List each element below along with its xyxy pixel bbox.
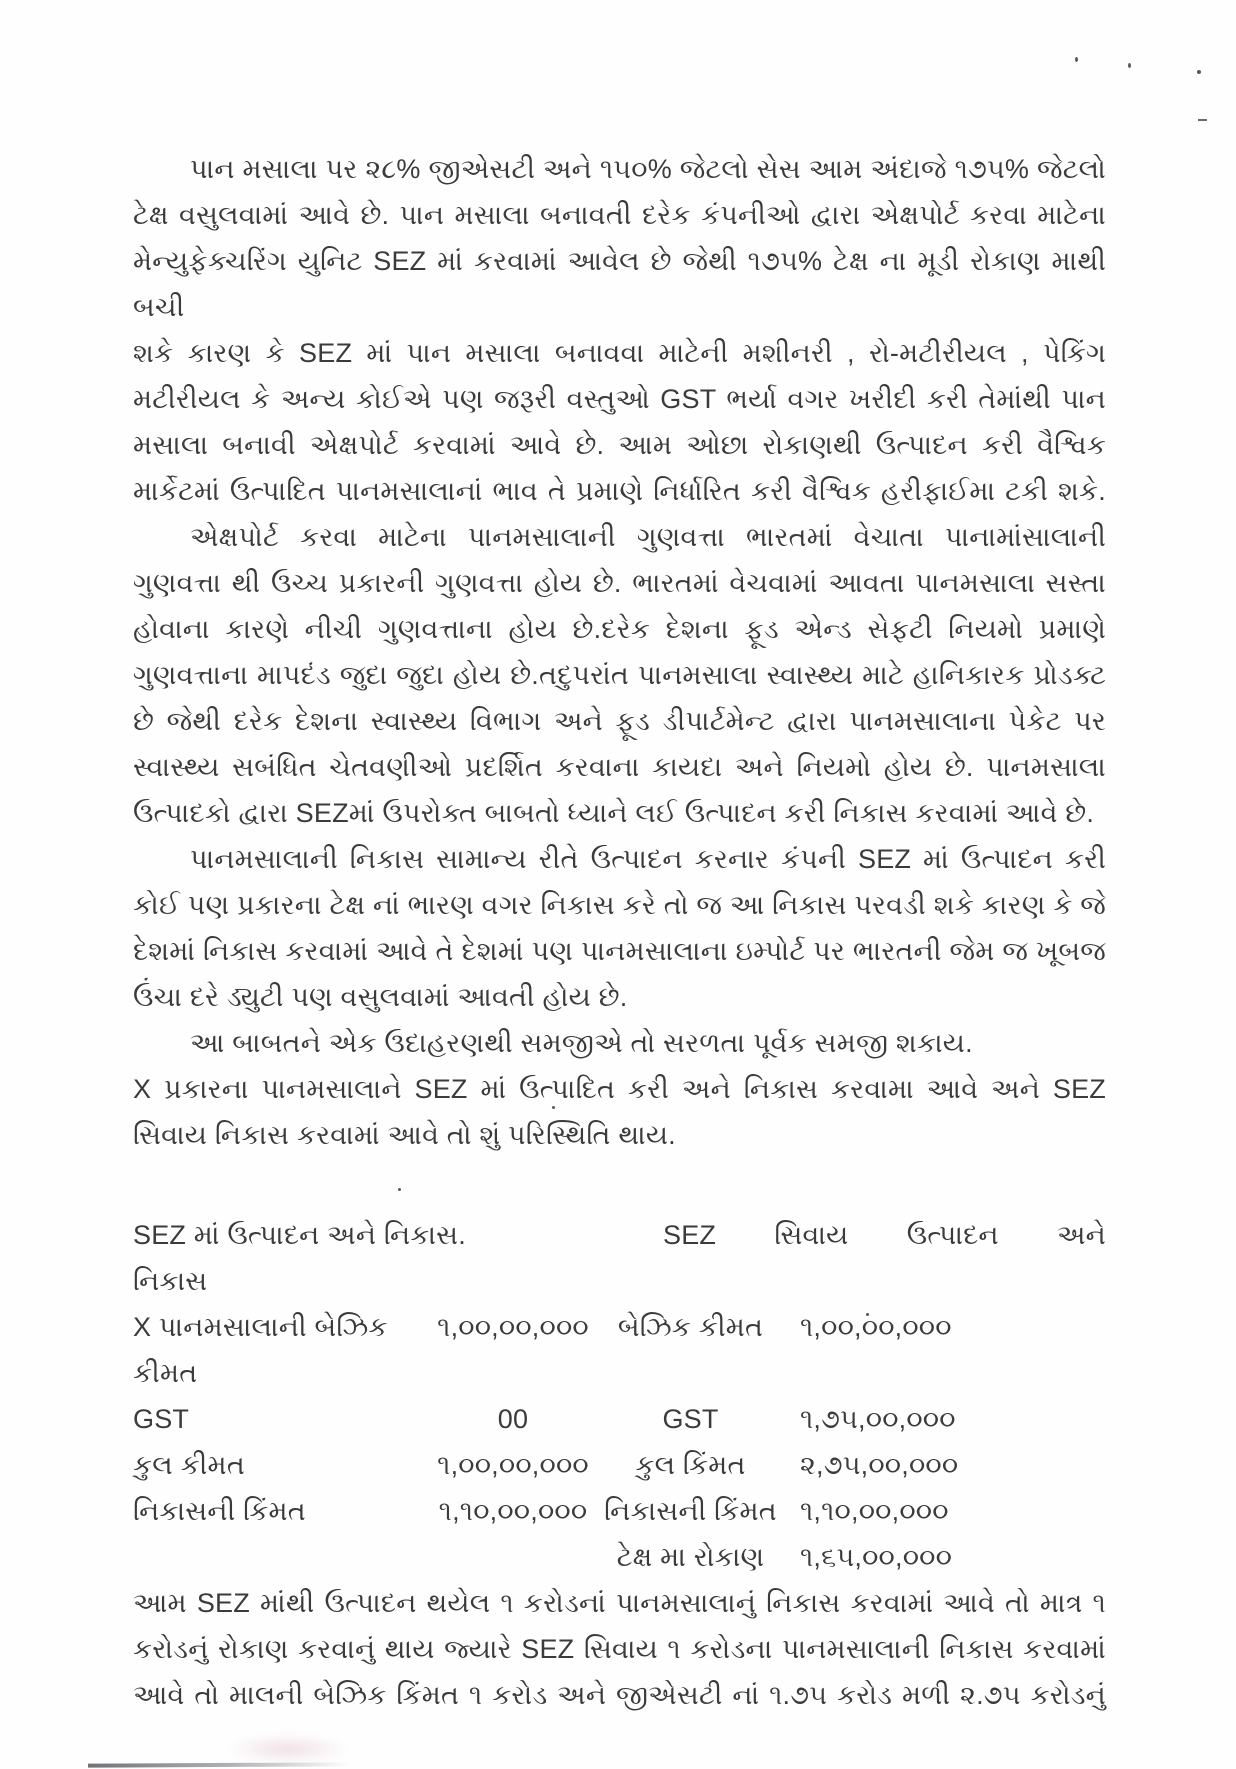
row-value-left xyxy=(433,1534,593,1580)
paragraph-line: X પ્રકારના પાનમસાલાને SEZ માં ઉત્પાદિત કરી અને નિકાસ કરવામા આવે અને SEZ xyxy=(133,1074,1106,1104)
paragraph-line: દેશમાં નિકાસ કરવામાં આવે તે દેશમાં પણ પાનમસાલાના ઇમ્પોર્ટ પર ભારતની જેમ જ ખૂબજ xyxy=(133,936,1106,966)
row-value-left: ૧,૧૦,૦૦,૦૦૦ xyxy=(438,1496,588,1526)
scan-artifact-dash xyxy=(1198,119,1207,121)
paragraph-line: સિવાય નિકાસ કરવામાં આવે તો શું પરિસ્થિતિ થાય. xyxy=(133,1120,676,1150)
row-label-right: ટેક્ષ મા રોકાણ xyxy=(616,1542,765,1572)
document-body xyxy=(133,146,1106,1718)
paragraph-line: ટેક્ષ વસુલવામાં આવે છે. પાન મસાલા બનાવતી દરેક કંપનીઓ દ્વારા એક્ષપોર્ટ કરવા માટેના xyxy=(133,200,1106,230)
row-label-left: કુલ કીમત xyxy=(133,1450,245,1480)
paragraph-line: છે જેથી દરેક દેશના સ્વાસ્થ્ય વિભાગ અને ફૂડ ડીપાર્ટમેન્ટ દ્વારા પાનમસાલાના પેકેટ પર xyxy=(133,706,1106,736)
table-header-wrap: નિકાસ xyxy=(133,1266,208,1296)
scan-artifact-dot xyxy=(1197,70,1201,74)
row-value-right: ૧,૦૦,૦૦,૦૦૦ xyxy=(800,1312,952,1342)
paragraph-line: એક્ષપોર્ટ કરવા માટેના પાનમસાલાની ગુણવત્તા ભારતમાં વેચાતા પાનામાંસાલાની xyxy=(190,522,1106,552)
paragraph-line: શકે કારણ કે SEZ માં પાન મસાલા બનાવવા માટેની મશીનરી , રો-મટીરીયલ , પેકિંગ xyxy=(133,338,1106,368)
paragraph-line: આ બાબતને એક ઉદાહરણથી સમજીએ તો સરળતા પૂર્વક સમજી શકાય. xyxy=(190,1028,973,1058)
paragraph-line: પાનમસાલાની નિકાસ સામાન્ય રીતે ઉત્પાદન કરનાર કંપની SEZ માં ઉત્પાદન કરી xyxy=(190,844,1106,874)
row-value-right: ૧,૭૫,૦૦,૦૦૦ xyxy=(800,1404,956,1434)
paragraph-line: માર્કેટમાં ઉત્પાદિત પાનમસાલાનાં ભાવ તે પ્રમાણે નિર્ધારિત કરી વૈશ્વિક હરીફાઈમા ટકી શકે. xyxy=(133,476,1106,506)
scan-artifact-dot xyxy=(1128,63,1131,68)
paragraph-line: ગુણવત્તા થી ઉચ્ચ પ્રકારની ગુણવત્તા હોય છે. ભારતમાં વેચવામાં આવતા પાનમસાલા સસ્તા xyxy=(133,568,1106,598)
paragraph-line: કરોડનું રોકાણ કરવાનું થાય જ્યારે SEZ સિવાય ૧ કરોડના પાનમસાલાની નિકાસ કરવામાં xyxy=(133,1634,1106,1664)
table-header-row xyxy=(133,1212,1106,1258)
row-value-right: ૧,૬૫,૦૦,૦૦૦ xyxy=(800,1542,953,1572)
paragraph-line: મટીરીયલ કે અન્ય કોઈએ પણ જરૂરી વસ્તુઓ GST ભર્યા વગર ખરીદી કરી તેમાંથી પાન xyxy=(133,384,1106,414)
paragraph-line: ઉંચા દરે ડ્યુટી પણ વસુલવામાં આવતી હોય છે. xyxy=(133,982,628,1012)
paragraph-line: આવે તો માલની બેઝિક કિંમત ૧ કરોડ અને જીએસટી નાં ૧.૭૫ કરોડ મળી ૨.૭૫ કરોડનું xyxy=(133,1680,1106,1710)
scan-artifact-dot xyxy=(1075,57,1078,62)
row-label-left: GST xyxy=(133,1404,190,1434)
row-label-left xyxy=(133,1534,433,1580)
paragraph-line: પાન મસાલા પર ૨૮% જીએસટી અને ૧૫૦% જેટલો સેસ આમ અંદાજે ૧૭૫% જેટલો xyxy=(190,154,1106,184)
table-row xyxy=(133,1442,1106,1488)
paragraph-line: મસાલા બનાવી એક્ષપોર્ટ કરવામાં આવે છે. આમ ઓછા રોકાણથી ઉત્પાદન કરી વૈશ્વિક xyxy=(133,430,1106,460)
row-label-right: કુલ કિંમત xyxy=(635,1450,746,1480)
row-label-right: નિકાસની કિંમત xyxy=(604,1496,777,1526)
paragraph-line: સ્વાસ્થ્ય સબંધિત ચેતવણીઓ પ્રદર્શિત કરવાના કાયદા અને નિયમો હોય છે. પાનમસાલા xyxy=(133,752,1106,782)
paragraph-line: આમ SEZ માંથી ઉત્પાદન થયેલ ૧ કરોડનાં પાનમસાલાનું નિકાસ કરવામાં આવે તો માત્ર ૧ xyxy=(133,1588,1106,1618)
row-value-left: ૧,૦૦,૦૦,૦૦૦ xyxy=(437,1450,589,1480)
table-header-left: SEZ માં ઉત્પાદન અને નિકાસ. xyxy=(133,1220,466,1250)
row-value-right: ૨,૭૫,૦૦,૦૦૦ xyxy=(800,1450,959,1480)
scan-artifact-edge xyxy=(88,1762,350,1767)
row-value-right: ૧,૧૦,૦૦,૦૦૦ xyxy=(800,1496,949,1526)
row-value-left: 00 xyxy=(497,1404,529,1434)
paragraph-line: ઉત્પાદકો દ્વારા SEZમાં ઉપરોક્ત બાબતો ધ્યાને લઈ ઉત્પાદન કરી નિકાસ કરવામાં આવે છે. xyxy=(133,798,1095,828)
row-value-left: ૧,૦૦,૦૦,૦૦૦ xyxy=(437,1312,589,1342)
row-label-right: બેઝિક કીમત xyxy=(617,1312,764,1342)
table-row xyxy=(133,1534,1106,1580)
table-row xyxy=(133,1304,1106,1396)
row-label-left: X પાનમસાલાની બેઝિક કીમત xyxy=(133,1312,388,1388)
closing-paragraph xyxy=(133,1580,1106,1718)
table-header-right: SEZ સિવાય ઉત્પાદન અને xyxy=(663,1220,1106,1250)
table-row xyxy=(133,1488,1106,1534)
paragraph-line: ગુણવત્તાના માપદંડ જુદા જુદા હોય છે.તદુપરાંત પાનમસાલા સ્વાસ્થ્ય માટે હાનિકારક પ્રોડક્ટ xyxy=(133,660,1106,690)
row-label-right: GST xyxy=(662,1404,719,1434)
row-label-left: નિકાસની કિંમત xyxy=(133,1496,306,1526)
table-row xyxy=(133,1396,1106,1442)
paragraph-line: કોઈ પણ પ્રકારના ટેક્ષ નાં ભારણ વગર નિકાસ કરે તો જ આ નિકાસ પરવડી શકે કારણ કે જે xyxy=(133,890,1106,920)
scan-artifact-smudge xyxy=(225,1733,350,1765)
sez-comparison-table xyxy=(133,1212,1106,1580)
paragraph-line: હોવાના કારણે નીચી ગુણવત્તાના હોય છે.દરેક દેશના ફૂડ એન્ડ સેફટી નિયમો પ્રમાણે xyxy=(133,614,1106,644)
paragraph-line: મેન્યુફેક્ચરિંગ યુનિટ SEZ માં કરવામાં આવેલ છે જેથી ૧૭૫% ટેક્ષ ના મૂડી રોકાણ માથી બચી xyxy=(133,246,1106,322)
